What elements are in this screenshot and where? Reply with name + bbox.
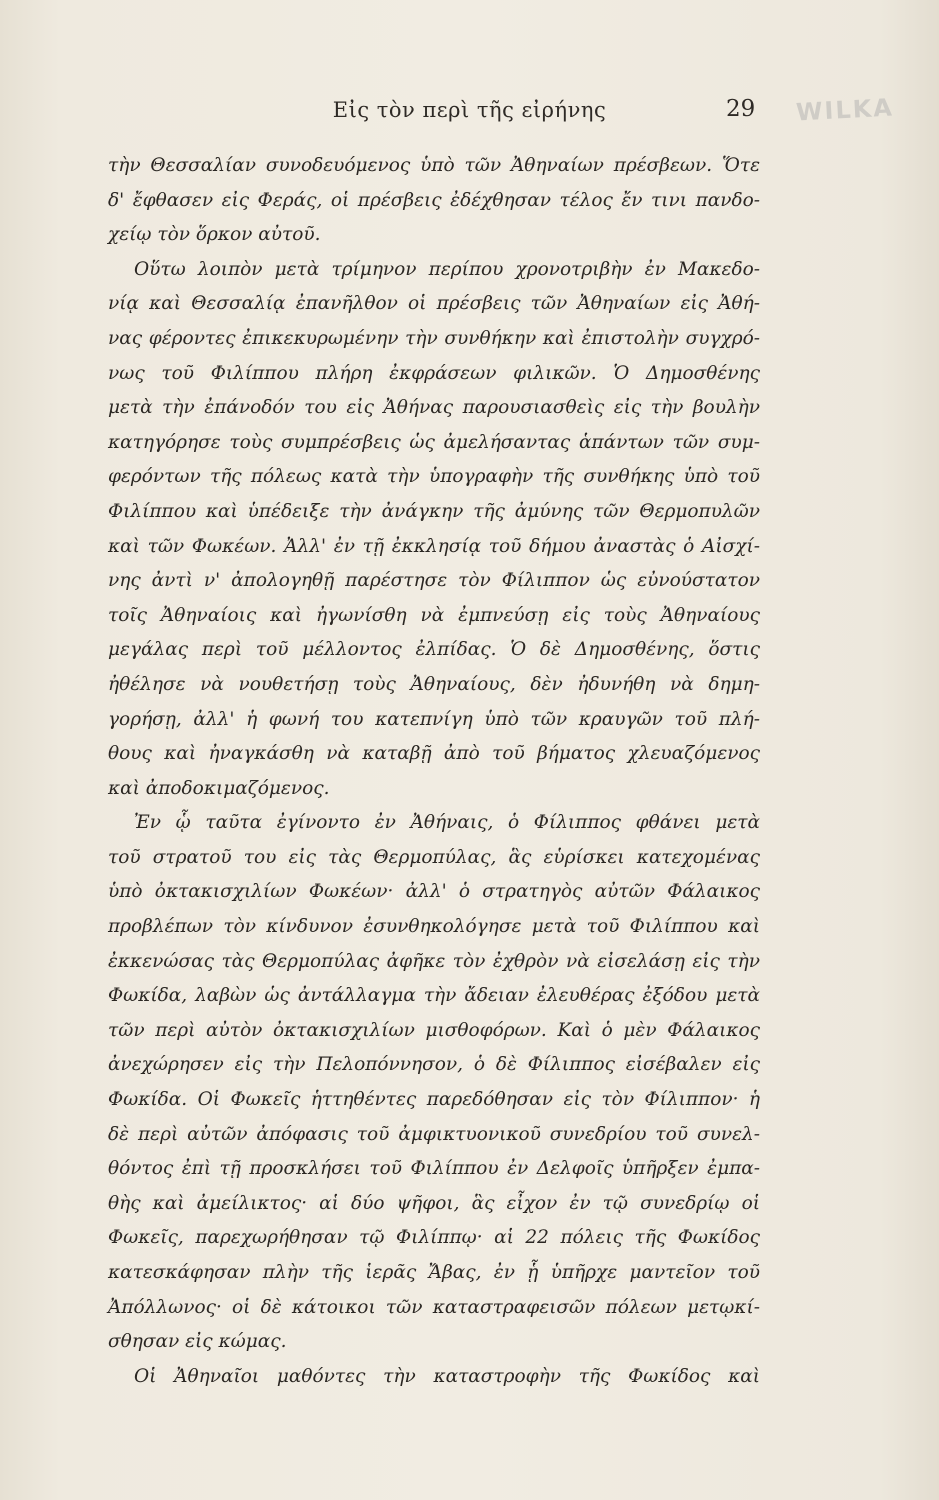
text-line: Φωκίδα. Οἱ Φωκεῖς ἡττηθέντες παρεδόθησαν εἰς τὸν Φίλιππον· ἡ [108, 1089, 760, 1111]
text-line: ἐκκενώσας τὰς Θερμοπύλας ἀφῆκε τὸν ἐχθρὸν νὰ εἰσελάσῃ εἰς τὴν [108, 950, 760, 972]
text-line: δ' ἔφθασεν εἰς Φεράς, οἱ πρέσβεις ἐδέχθησαν τέλος ἔν τινι πανδο- [108, 189, 760, 211]
text-line: τὴν Θεσσαλίαν συνοδευόμενος ὑπὸ τῶν Ἀθηναίων πρέσβεων. Ὅτε [108, 155, 760, 176]
text-line: θόντος ἐπὶ τῇ προσκλήσει τοῦ Φιλίππου ἐν Δελφοῖς ὑπῆρξεν ἐμπα- [108, 1158, 760, 1180]
text-line: φερόντων τῆς πόλεως κατὰ τὴν ὑπογραφὴν τῆς συνθήκης ὑπὸ τοῦ [108, 466, 760, 488]
text-line: Φωκεῖς, παρεχωρήθησαν τῷ Φιλίππῳ· αἱ 22 πόλεις τῆς Φωκίδος [108, 1227, 760, 1249]
text-line: θους καὶ ἠναγκάσθη νὰ καταβῇ ἀπὸ τοῦ βήματος χλευαζόμενος [108, 743, 760, 765]
text-line: χείῳ τὸν ὅρκον αὐτοῦ. [108, 224, 321, 246]
body-text [108, 149, 760, 1394]
text-line: τοῦ στρατοῦ του εἰς τὰς Θερμοπύλας, ἃς εὑρίσκει κατεχομένας [108, 846, 760, 868]
library-stamp: WILKA [795, 93, 895, 127]
text-line: Οἱ Ἀθηναῖοι μαθόντες τὴν καταστροφὴν τῆς Φωκίδος καὶ [134, 1365, 760, 1387]
text-line: Ἐν ᾧ ταῦτα ἐγίνοντο ἐν Ἀθήναις, ὁ Φίλιππος φθάνει μετὰ [134, 812, 760, 834]
page-number: 29 [726, 96, 756, 122]
text-line: τοῖς Ἀθηναίοις καὶ ἠγωνίσθη νὰ ἐμπνεύσῃ εἰς τοὺς Ἀθηναίους [108, 604, 760, 626]
text-line: νίᾳ καὶ Θεσσαλίᾳ ἐπανῆλθον οἱ πρέσβεις τῶν Ἀθηναίων εἰς Ἀθή- [108, 293, 760, 315]
text-line: σθησαν εἰς κώμας. [108, 1331, 287, 1353]
text-line: Οὕτω λοιπὸν μετὰ τρίμηνον περίπου χρονοτριβὴν ἐν Μακεδο- [134, 258, 760, 280]
running-title: Εἰς τὸν περὶ τῆς εἰρήνης [332, 98, 607, 122]
text-line: μετὰ τὴν ἐπάνοδόν του εἰς Ἀθήνας παρουσιασθεὶς εἰς τὴν βουλὴν [108, 397, 760, 419]
text-line: καὶ τῶν Φωκέων. Ἀλλ' ἐν τῇ ἐκκλησίᾳ τοῦ δήμου ἀναστὰς ὁ Αἰσχί- [108, 535, 760, 557]
text-line: νης ἀντὶ ν' ἀπολογηθῇ παρέστησε τὸν Φίλιππον ὡς εὐνούστατον [108, 570, 760, 592]
text-line: γορήσῃ, ἀλλ' ἡ φωνή του κατεπνίγη ὑπὸ τῶν κραυγῶν τοῦ πλή- [108, 708, 760, 730]
text-line: θὴς καὶ ἀμείλικτος· αἱ δύο ψῆφοι, ἃς εἶχον ἐν τῷ συνεδρίῳ οἱ [108, 1192, 760, 1214]
text-line: Φωκίδα, λαβὼν ὡς ἀντάλλαγμα τὴν ἄδειαν ἐλευθέρας ἐξόδου μετὰ [108, 985, 760, 1007]
text-line: μεγάλας περὶ τοῦ μέλλοντος ἐλπίδας. Ὁ δὲ Δημοσθένης, ὅστις [108, 639, 760, 661]
text-line: ὑπὸ ὀκτακισχιλίων Φωκέων· ἀλλ' ὁ στρατηγὸς αὐτῶν Φάλαικος [108, 881, 760, 903]
text-line: νας φέροντες ἐπικεκυρωμένην τὴν συνθήκην καὶ ἐπιστολὴν συγχρό- [108, 327, 760, 349]
text-line: τῶν περὶ αὐτὸν ὀκτακισχιλίων μισθοφόρων. Καὶ ὁ μὲν Φάλαικος [108, 1019, 760, 1041]
text-line: ἀνεχώρησεν εἰς τὴν Πελοπόννησον, ὁ δὲ Φίλιππος εἰσέβαλεν εἰς [108, 1054, 760, 1076]
text-line: Φιλίππου καὶ ὑπέδειξε τὴν ἀνάγκην τῆς ἀμύνης τῶν Θερμοπυλῶν [108, 500, 760, 522]
text-line: δὲ περὶ αὐτῶν ἀπόφασις τοῦ ἀμφικτυονικοῦ συνεδρίου τοῦ συνελ- [108, 1123, 760, 1145]
text-line: προβλέπων τὸν κίνδυνον ἐσυνθηκολόγησε μετὰ τοῦ Φιλίππου καὶ [108, 916, 760, 938]
text-line: νως τοῦ Φιλίππου πλήρη ἐκφράσεων φιλικῶν. Ὁ Δημοσθένης [108, 362, 760, 384]
text-line: κατεσκάφησαν πλὴν τῆς ἱερᾶς Ἄβας, ἐν ᾗ ὑπῆρχε μαντεῖον τοῦ [108, 1262, 760, 1283]
text-line: καὶ ἀποδοκιμαζόμενος. [108, 777, 330, 799]
text-line: κατηγόρησε τοὺς συμπρέσβεις ὡς ἀμελήσαντας ἁπάντων τῶν συμ- [108, 431, 760, 453]
text-line: ἠθέλησε νὰ νουθετήσῃ τοὺς Ἀθηναίους, δὲν ἠδυνήθη νὰ δημη- [108, 673, 760, 695]
text-line: Ἀπόλλωνος· οἱ δὲ κάτοικοι τῶν καταστραφεισῶν πόλεων μετῳκί- [108, 1296, 760, 1318]
